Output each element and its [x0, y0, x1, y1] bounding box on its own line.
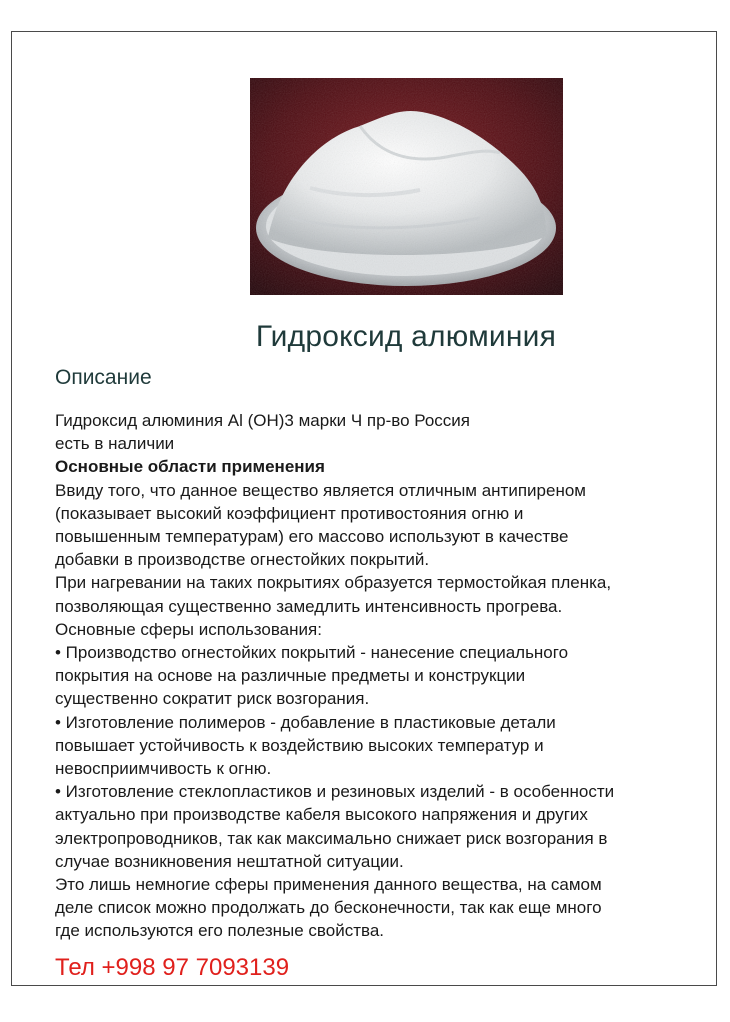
powder-illustration — [250, 78, 563, 295]
description-heading: Описание — [55, 366, 152, 389]
description-line: добавки в производстве огнестойких покрытий. — [55, 550, 430, 570]
description-line: Ввиду того, что данное вещество является отличным антипиреном — [55, 480, 586, 500]
description-line: позволяющая существенно замедлить интенсивность прогрева. — [55, 596, 563, 616]
description-line: существенно сократит риск возгорания. — [55, 689, 370, 709]
product-photo — [250, 78, 563, 295]
description-line: • Изготовление полимеров - добавление в пластиковые детали — [55, 712, 556, 732]
description-line: электропроводников, так как максимально снижает риск возгорания в — [55, 828, 608, 848]
description-line: Это лишь немногие сферы применения данного вещества, на самом — [55, 875, 602, 895]
description-line: повышенным температурам) его массово используют в качестве — [55, 527, 569, 547]
description-line: невосприимчивость к огню. — [55, 759, 272, 779]
description-line: • Изготовление стеклопластиков и резиновых изделий - в особенности — [55, 782, 615, 802]
description-line: При нагревании на таких покрытиях образуется термостойкая пленка, — [55, 573, 612, 593]
description-line: есть в наличии — [55, 434, 175, 454]
description-body — [55, 409, 715, 943]
description-line: (показывает высокий коэффициент противостояния огню и — [55, 503, 524, 523]
description-line: где используются его полезные свойства. — [55, 921, 385, 941]
phone-number: Тел +998 97 7093139 — [55, 954, 290, 981]
description-line: покрытия на основе на различные предметы и конструкции — [55, 666, 526, 686]
description-line: Основные сферы использования: — [55, 619, 322, 639]
description-line: актуально при производстве кабеля высокого напряжения и других — [55, 805, 588, 825]
subsection-heading: Основные области применения — [55, 457, 325, 477]
description-line: деле список можно продолжать до бесконечности, так как еще много — [55, 898, 602, 918]
product-title: Гидроксид алюминия — [255, 320, 557, 353]
description-line: Гидроксид алюминия Al (OH)3 марки Ч пр-во Россия — [55, 411, 471, 430]
description-line: • Производство огнестойких покрытий - нанесение специального — [55, 643, 569, 663]
description-line: случае возникновения нештатной ситуации. — [55, 851, 404, 871]
description-line: повышает устойчивость к воздействию высоких температур и — [55, 735, 544, 755]
